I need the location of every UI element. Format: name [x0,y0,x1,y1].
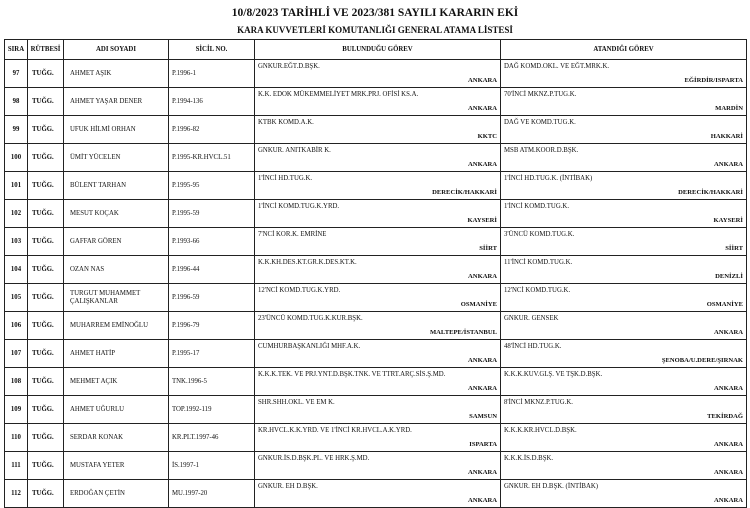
cell-atandigi-gorev [501,172,747,200]
cell-rutbe: TUĞG. [28,312,64,340]
bulundugu-gorev-text: KTBK KOMD.A.K. [258,119,314,126]
cell-adi-soyadi: AHMET UĞURLU [64,396,169,424]
header-adi-soyadi: ADI SOYADI [64,40,169,60]
table-row [5,312,747,340]
atandigi-gorev-text: 1'İNCİ KOMD.TUG.K. [504,203,570,210]
atandigi-gorev-text: GNKUR. GENSEK [504,315,559,322]
atandigi-gorev-text: 12'NCİ KOMD.TUG.K. [504,287,571,294]
bulundugu-gorev-text: K.K.KH.DES.KT.GR.K.DES.KT.K. [258,259,357,266]
cell-sicil-no: P.1996-44 [169,256,255,284]
cell-sicil-no: P.1996-59 [169,284,255,312]
cell-rutbe: TUĞG. [28,284,64,312]
cell-bulundugu-gorev [255,452,501,480]
cell-rutbe: TUĞG. [28,200,64,228]
cell-atandigi-gorev [501,256,747,284]
cell-bulundugu-gorev [255,424,501,452]
cell-adi-soyadi: AHMET YAŞAR DENER [64,88,169,116]
cell-bulundugu-gorev [255,368,501,396]
cell-atandigi-gorev [501,480,747,508]
cell-sicil-no: İS.1997-1 [169,452,255,480]
cell-atandigi-gorev [501,452,747,480]
cell-atandigi-gorev [501,340,747,368]
cell-atandigi-gorev [501,312,747,340]
cell-sicil-no: TNK.1996-5 [169,368,255,396]
atandigi-gorev-city: ANKARA [714,441,743,448]
bulundugu-gorev-text: 1'İNCİ HD.TUG.K. [258,175,313,182]
cell-sira: 102 [5,200,28,228]
header-atandigi-gorev: ATANDIĞI GÖREV [501,40,747,60]
cell-rutbe: TUĞG. [28,144,64,172]
cell-atandigi-gorev [501,88,747,116]
cell-sira: 108 [5,368,28,396]
table-header-row [5,40,747,60]
bulundugu-gorev-city: KKTC [477,133,497,140]
table-row [5,480,747,508]
cell-sicil-no: MU.1997-20 [169,480,255,508]
table-body [5,60,747,508]
bulundugu-gorev-city: OSMANİYE [460,301,497,308]
cell-bulundugu-gorev [255,396,501,424]
atandigi-gorev-city: MARDİN [715,105,743,112]
table-row [5,256,747,284]
cell-atandigi-gorev [501,144,747,172]
cell-bulundugu-gorev [255,340,501,368]
table-row [5,396,747,424]
bulundugu-gorev-city: ANKARA [468,105,497,112]
cell-sira: 103 [5,228,28,256]
cell-atandigi-gorev [501,424,747,452]
cell-adi-soyadi: MUHARREM EMİNOĞLU [64,312,169,340]
bulundugu-gorev-text: GNKUR.İS.D.BŞK.PL. VE HRK.Ş.MD. [258,455,370,462]
table-row [5,284,747,312]
cell-sicil-no: TOP.1992-119 [169,396,255,424]
cell-sira: 105 [5,284,28,312]
bulundugu-gorev-city: SAMSUN [469,413,497,420]
atandigi-gorev-city: KAYSERİ [713,217,743,224]
table-row [5,340,747,368]
cell-sicil-no: P.1995-95 [169,172,255,200]
cell-sicil-no: P.1996-82 [169,116,255,144]
atandigi-gorev-text: K.K.K.İS.D.BŞK. [504,455,554,462]
cell-sira: 109 [5,396,28,424]
cell-atandigi-gorev [501,116,747,144]
cell-sira: 100 [5,144,28,172]
atandigi-gorev-city: ANKARA [714,469,743,476]
cell-sira: 110 [5,424,28,452]
cell-sira: 98 [5,88,28,116]
atandigi-gorev-text: K.K.K.KR.HVCL.D.BŞK. [504,427,577,434]
atandigi-gorev-city: OSMANİYE [706,301,743,308]
bulundugu-gorev-city: ANKARA [468,385,497,392]
bulundugu-gorev-city: ANKARA [468,357,497,364]
cell-rutbe: TUĞG. [28,452,64,480]
cell-rutbe: TUĞG. [28,172,64,200]
atandigi-gorev-text: MSB ATM.KOOR.D.BŞK. [504,147,579,154]
cell-sira: 99 [5,116,28,144]
bulundugu-gorev-text: K.K.K.TEK. VE PRJ.YNT.D.BŞK.TNK. VE TTRT.ARÇ.SİS.Ş.MD. [258,371,446,378]
atandigi-gorev-text: GNKUR. EH D.BŞK. (İNTİBAK) [504,483,599,490]
cell-rutbe: TUĞG. [28,228,64,256]
bulundugu-gorev-city: SİİRT [479,245,497,252]
table-row [5,368,747,396]
header-sira: SIRA [5,40,28,60]
bulundugu-gorev-city: DERECİK/HAKKARİ [432,189,497,196]
cell-bulundugu-gorev [255,60,501,88]
cell-sira: 111 [5,452,28,480]
bulundugu-gorev-city: ISPARTA [469,441,497,448]
cell-bulundugu-gorev [255,312,501,340]
header-rutbe: RÜTBESİ [28,40,64,60]
cell-atandigi-gorev [501,368,747,396]
bulundugu-gorev-text: GNKUR. ANITKABİR K. [258,147,331,154]
cell-sicil-no: P.1995-KR.HVCL.51 [169,144,255,172]
cell-adi-soyadi: TURGUT MUHAMMET ÇALIŞKANLAR [64,284,169,312]
table-row [5,228,747,256]
cell-sicil-no: P.1996-1 [169,60,255,88]
bulundugu-gorev-text: GNKUR. EH D.BŞK. [258,483,318,490]
cell-bulundugu-gorev [255,172,501,200]
cell-rutbe: TUĞG. [28,116,64,144]
cell-sicil-no: P.1993-66 [169,228,255,256]
bulundugu-gorev-city: ANKARA [468,161,497,168]
bulundugu-gorev-text: 12'NCİ KOMD.TUG.K.YRD. [258,287,341,294]
atandigi-gorev-city: DENİZLİ [715,273,743,280]
cell-bulundugu-gorev [255,88,501,116]
table-row [5,452,747,480]
table-row [5,424,747,452]
atandigi-gorev-text: 1'İNCİ HD.TUG.K. (İNTİBAK) [504,175,593,182]
atandigi-gorev-text: DAĞ KOMD.OKL. VE EĞT.MRK.K. [504,63,610,70]
assignment-table [4,39,747,508]
bulundugu-gorev-city: ANKARA [468,77,497,84]
cell-bulundugu-gorev [255,480,501,508]
cell-bulundugu-gorev [255,144,501,172]
cell-rutbe: TUĞG. [28,424,64,452]
bulundugu-gorev-text: KR.HVCL.K.K.YRD. VE 1'İNCİ KR.HVCL.A.K.YRD. [258,427,412,434]
cell-adi-soyadi: UFUK HİLMİ ORHAN [64,116,169,144]
cell-adi-soyadi: GAFFAR GÖREN [64,228,169,256]
cell-atandigi-gorev [501,284,747,312]
cell-adi-soyadi: MESUT KOÇAK [64,200,169,228]
cell-sira: 104 [5,256,28,284]
cell-rutbe: TUĞG. [28,396,64,424]
cell-rutbe: TUĞG. [28,340,64,368]
atandigi-gorev-text: 8'İNCİ MKNZ.P.TUG.K. [504,399,574,406]
cell-sicil-no: P.1994-136 [169,88,255,116]
document-title: 10/8/2023 TARİHLİ VE 2023/381 SAYILI KARARIN EKİ [231,7,519,19]
cell-adi-soyadi: MUSTAFA YETER [64,452,169,480]
table-row [5,172,747,200]
bulundugu-gorev-text: SHR.SHH.OKL. VE EM K. [258,399,335,406]
atandigi-gorev-text: 70'İNCİ MKNZ.P.TUG.K. [504,91,577,98]
atandigi-gorev-text: 48'İNCİ HD.TUG.K. [504,343,562,350]
cell-adi-soyadi: ERDOĞAN ÇETİN [64,480,169,508]
bulundugu-gorev-city: ANKARA [468,273,497,280]
atandigi-gorev-city: EĞİRDİR/ISPARTA [684,77,743,84]
bulundugu-gorev-city: KAYSERİ [467,217,497,224]
cell-bulundugu-gorev [255,228,501,256]
header-sicil-no: SİCİL NO. [169,40,255,60]
atandigi-gorev-city: SİİRT [725,245,743,252]
atandigi-gorev-city: ŞENOBA/U.DERE/ŞIRNAK [661,357,743,364]
table-row [5,60,747,88]
cell-sicil-no: P.1995-59 [169,200,255,228]
cell-rutbe: TUĞG. [28,480,64,508]
bulundugu-gorev-text: K.K. EDOK MÜKEMMELİYET MRK.PRJ. OFİSİ KS.A. [258,91,419,98]
atandigi-gorev-text: K.K.K.KUV.GLŞ. VE TŞK.D.BŞK. [504,371,603,378]
bulundugu-gorev-text: 7'NCİ KOR.K. EMRİNE [258,231,327,238]
atandigi-gorev-city: ANKARA [714,497,743,504]
cell-adi-soyadi: ÜMİT YÜCELEN [64,144,169,172]
cell-sira: 112 [5,480,28,508]
cell-bulundugu-gorev [255,116,501,144]
cell-adi-soyadi: BÜLENT TARHAN [64,172,169,200]
bulundugu-gorev-text: GNKUR.EĞT.D.BŞK. [258,63,320,70]
bulundugu-gorev-text: 23'ÜNCÜ KOMD.TUG.K.KUR.BŞK. [258,315,363,322]
cell-sira: 97 [5,60,28,88]
cell-bulundugu-gorev [255,256,501,284]
bulundugu-gorev-text: 1'İNCİ KOMD.TUG.K.YRD. [258,203,340,210]
atandigi-gorev-text: 3'ÜNCÜ KOMD.TUG.K. [504,231,575,238]
bulundugu-gorev-city: MALTEPE/İSTANBUL [429,329,497,336]
cell-adi-soyadi: AHMET HATİP [64,340,169,368]
cell-atandigi-gorev [501,396,747,424]
cell-adi-soyadi: OZAN NAS [64,256,169,284]
cell-atandigi-gorev [501,60,747,88]
cell-rutbe: TUĞG. [28,88,64,116]
header-bulundugu-gorev: BULUNDUĞU GÖREV [255,40,501,60]
atandigi-gorev-city: ANKARA [714,161,743,168]
bulundugu-gorev-city: ANKARA [468,469,497,476]
cell-sicil-no: P.1995-17 [169,340,255,368]
atandigi-gorev-city: ANKARA [714,329,743,336]
cell-sira: 101 [5,172,28,200]
bulundugu-gorev-text: CUMHURBAŞKANLIĞI MHF.A.K. [258,343,361,350]
cell-atandigi-gorev [501,200,747,228]
cell-rutbe: TUĞG. [28,368,64,396]
document-subtitle: KARA KUVVETLERİ KOMUTANLIĞI GENERAL ATAMA LİSTESİ [237,25,513,35]
cell-sira: 106 [5,312,28,340]
table-row [5,88,747,116]
bulundugu-gorev-city: ANKARA [468,497,497,504]
atandigi-gorev-city: HAKKARİ [710,133,743,140]
cell-rutbe: TUĞG. [28,256,64,284]
cell-sicil-no: KR.PLT.1997-46 [169,424,255,452]
atandigi-gorev-city: DERECİK/HAKKARİ [678,189,743,196]
atandigi-gorev-text: DAĞ VE KOMD.TUG.K. [504,119,576,126]
atandigi-gorev-text: 11'İNCİ KOMD.TUG.K. [504,259,573,266]
cell-sira: 107 [5,340,28,368]
table-row [5,200,747,228]
atandigi-gorev-city: ANKARA [714,385,743,392]
cell-rutbe: TUĞG. [28,60,64,88]
cell-atandigi-gorev [501,228,747,256]
cell-bulundugu-gorev [255,284,501,312]
table-row [5,144,747,172]
table-row [5,116,747,144]
cell-adi-soyadi: AHMET AŞIK [64,60,169,88]
cell-adi-soyadi: MEHMET AÇIK [64,368,169,396]
cell-sicil-no: P.1996-79 [169,312,255,340]
cell-adi-soyadi: SERDAR KONAK [64,424,169,452]
atandigi-gorev-city: TEKİRDAĞ [707,413,743,420]
cell-bulundugu-gorev [255,200,501,228]
